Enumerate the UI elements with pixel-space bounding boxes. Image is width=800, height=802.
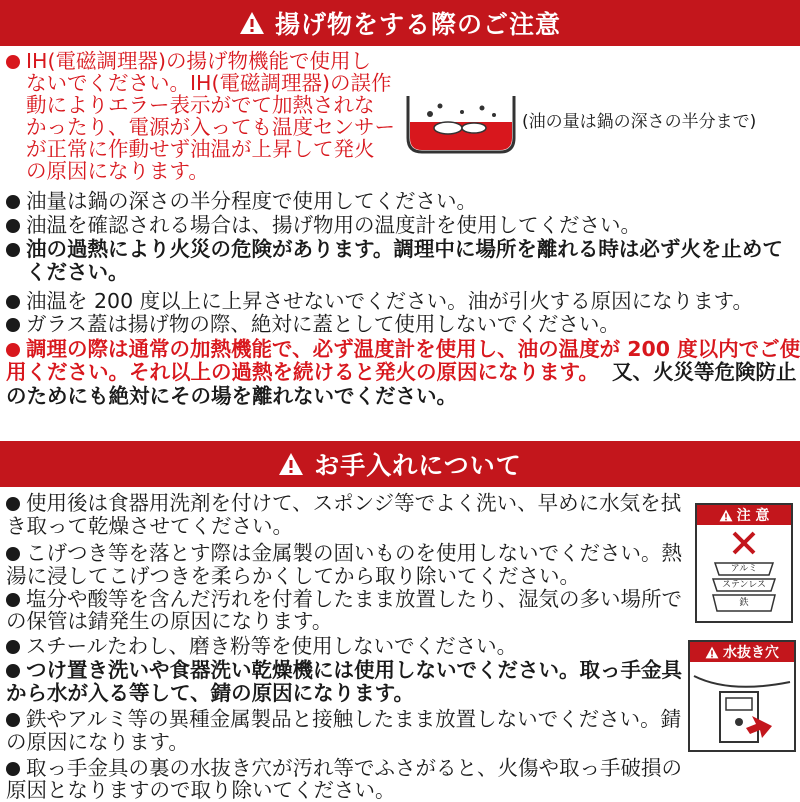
care-item-2-line-1: こげつき等を落とす際は金属製の固いものを使用しないでください。熱 [26, 541, 682, 565]
caution-item-4-line-1: 油の過熱により火災の危険があります。調理中に場所を離れる時は必ず火を止めて [26, 237, 783, 261]
metal-caution-header [697, 505, 791, 525]
pot-oil-level-illustration [402, 82, 520, 154]
care-item-3-line-2: の保管は錆発生の原因になります。 [6, 609, 333, 633]
bullet-red [6, 343, 20, 357]
caution-item-6: ガラス蓋は揚げ物の際、絶対に蓋として使用しないでください。 [26, 312, 620, 336]
care-item-2-line-2: 湯に浸してこげつきを柔らかくしてから取り除いてください。 [6, 564, 580, 588]
bullet-red [6, 55, 20, 69]
bullet [6, 295, 20, 309]
label-aluminum: アルミ [730, 564, 758, 574]
bullet [6, 195, 20, 209]
drain-hole-title: 水抜き穴 [723, 645, 779, 661]
label-iron: 鉄 [739, 598, 749, 608]
care-section-title: お手入れについて [314, 451, 522, 480]
caution-item-3: 油温を確認される場合は、揚げ物用の温度計を使用してください。 [26, 213, 641, 237]
caution-item-7-line-2: 用ください。それ以上の過熱を続けると発火の原因になります。 [6, 360, 599, 384]
handle-drain-illustration [690, 664, 794, 750]
warning-triangle-icon [239, 11, 265, 35]
care-item-4: スチールたわし、磨き粉等を使用しないでください。 [26, 634, 518, 658]
metal-caution-title: 注 意 [736, 508, 770, 524]
caution-item-1-line-4: かったり、電源が入っても温度センサー [26, 115, 395, 139]
bullet [6, 547, 20, 561]
warning-triangle-icon [705, 646, 719, 659]
bullet [6, 762, 20, 776]
care-item-6-line-2: の原因になります。 [6, 730, 189, 754]
bullet [6, 243, 20, 257]
bullet [6, 713, 20, 727]
care-item-1-line-1: 使用後は食器用洗剤を付けて、スポンジ等でよく洗い、早めに水気を拭 [26, 491, 682, 515]
caution-item-1-line-2: ないでください。IH(電磁調理器)の誤作 [26, 71, 392, 95]
oil-level-caption: (油の量は鍋の深さの半分まで) [522, 112, 757, 132]
bullet [6, 593, 20, 607]
caution-item-5: 油温を 200 度以上に上昇させないでください。油が引火する原因になります。 [26, 289, 754, 313]
warning-triangle-icon [719, 509, 733, 522]
label-stainless: ステンレス [722, 580, 766, 590]
care-item-7-line-1: 取っ手金具の裏の水抜き穴が汚れ等でふさがると、火傷や取っ手破損の [26, 756, 682, 780]
caution-item-1-line-1: IH(電磁調理器)の揚げ物機能で使用し [26, 49, 371, 73]
caution-item-1-line-5: が正常に作動せず油温が上昇して発火 [26, 137, 375, 161]
care-item-7-line-2: 原因となりますので取り除いてください。 [6, 778, 396, 802]
care-item-6-line-1: 鉄やアルミ等の異種金属製品と接触したまま放置しないでください。錆 [26, 707, 682, 731]
care-item-5-line-2: から水が入る等して、錆の原因になります。 [6, 681, 414, 705]
caution-section-title: 揚げ物をする際のご注意 [274, 10, 561, 39]
care-banner [0, 441, 800, 487]
caution-item-2: 油量は鍋の深さの半分程度で使用してください。 [26, 189, 477, 213]
bullet [6, 497, 20, 511]
warning-triangle-icon [278, 452, 304, 476]
bullet [6, 640, 20, 654]
care-item-3-line-1: 塩分や酸等を含んだ汚れを付着したまま放置したり、湿気の多い場所で [26, 587, 682, 611]
caution-item-4-line-2: ください。 [26, 260, 129, 284]
caution-item-7-line-2b: 又、火災等危険防止 [612, 360, 797, 384]
caution-item-7-line-3: のためにも絶対にその場を離れないでください。 [6, 384, 457, 408]
caution-banner [0, 0, 800, 46]
drain-hole-header [690, 642, 794, 662]
bullet [6, 219, 20, 233]
drain-hole-sticker [688, 640, 796, 752]
bullet [6, 664, 20, 678]
care-item-1-line-2: き取って乾燥させてください。 [6, 514, 293, 538]
care-item-5-line-1: つけ置き洗いや食器洗い乾燥機には使用しないでください。取っ手金具 [26, 658, 682, 682]
caution-item-7-line-1: 調理の際は通常の加熱機能で、必ず温度計を使用し、油の温度が 200 度以内でご使 [26, 337, 800, 361]
caution-item-1-line-3: 動によりエラー表示がでて加熱されな [26, 93, 375, 117]
metal-caution-sticker [695, 503, 793, 623]
caution-item-1-line-6: の原因になります。 [26, 159, 209, 183]
bullet [6, 318, 20, 332]
